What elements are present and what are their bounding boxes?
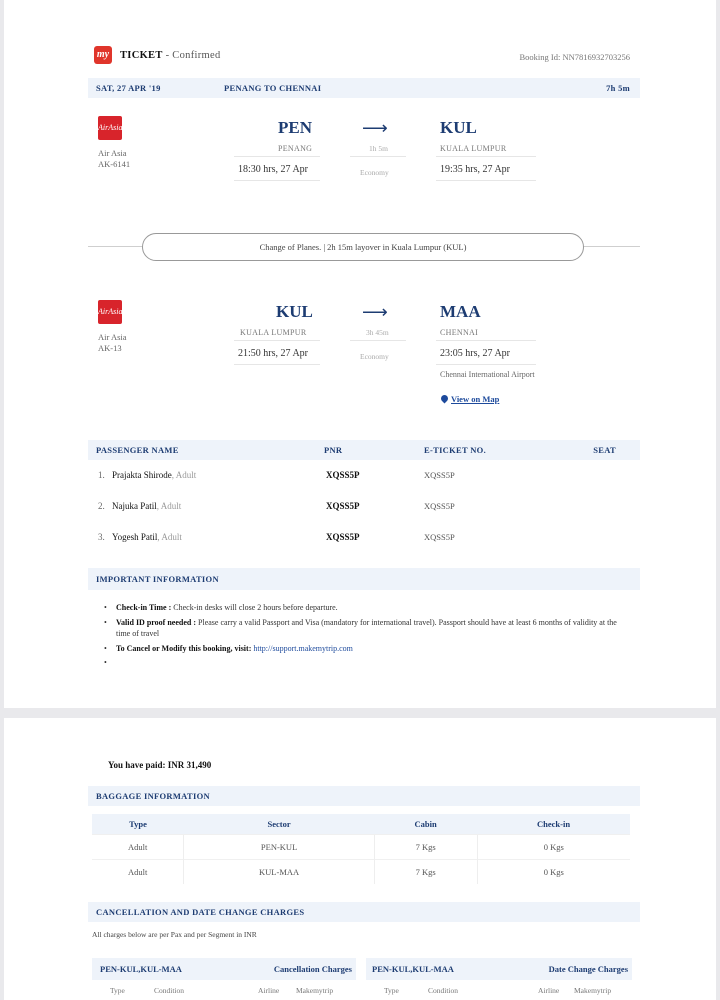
passenger-name: Najuka Patil <box>112 501 157 511</box>
divider <box>436 340 536 341</box>
divider <box>436 180 536 181</box>
baggage-type: Adult <box>92 859 184 884</box>
sub-type: Type <box>384 986 399 995</box>
baggage-sector: PEN-KUL <box>184 834 374 859</box>
info-text: Please carry a valid Passport and Visa (mandatory for international travel). Passport should have at least 6 months of validity at the time of travel <box>116 617 617 638</box>
arrival-time: 23:05 hrs, 27 Apr <box>440 348 510 359</box>
origin-code: PEN <box>278 118 312 137</box>
sub-type: Type <box>110 986 125 995</box>
destination-city: KUALA LUMPUR <box>440 144 507 153</box>
route-path: PENANG TO CHENNAI <box>224 83 322 93</box>
flight-segment-2 <box>88 294 640 414</box>
divider <box>350 340 406 341</box>
passenger-label <box>112 470 196 480</box>
arrival-time: 19:35 hrs, 27 Apr <box>440 164 510 175</box>
date-change-header <box>366 958 632 980</box>
info-item-id <box>104 617 624 640</box>
cancellation-title: CANCELLATION AND DATE CHANGE CHARGES <box>96 907 305 917</box>
table-row <box>92 834 630 859</box>
layover-info: Change of Planes. | 2h 15m layover in Kuala Lumpur (KUL) <box>142 233 584 261</box>
baggage-sector: KUL-MAA <box>184 859 374 884</box>
divider <box>436 364 536 365</box>
passenger-row <box>88 524 640 552</box>
cabin-class: Economy <box>360 352 389 361</box>
divider <box>436 156 536 157</box>
info-label: To Cancel or Modify this booking, visit: <box>116 643 252 653</box>
destination-city: CHENNAI <box>440 328 479 337</box>
cabin-class: Economy <box>360 168 389 177</box>
cancellation-label: Cancellation Charges <box>273 964 352 974</box>
airline-info <box>98 332 127 354</box>
departure-time: 18:30 hrs, 27 Apr <box>238 164 308 175</box>
baggage-checkin: 0 Kgs <box>477 834 630 859</box>
table-row <box>92 859 630 884</box>
col-seat: SEAT <box>593 445 616 455</box>
origin-code: KUL <box>276 302 313 321</box>
arrow-right-icon: ⟶ <box>362 302 388 322</box>
sub-condition: Condition <box>428 986 459 995</box>
passenger-type: , Adult <box>157 532 182 542</box>
passenger-eticket: XQSS5P <box>424 501 455 511</box>
support-link[interactable]: http://support.makemytrip.com <box>253 643 353 653</box>
amount-paid: You have paid: INR 31,490 <box>108 760 212 770</box>
col-pnr: PNR <box>324 445 343 455</box>
info-item-cancel <box>104 643 624 655</box>
baggage-table-head <box>92 814 630 834</box>
flight-number: AK-6141 <box>98 159 131 169</box>
passenger-row <box>88 462 640 490</box>
passenger-eticket: XQSS5P <box>424 470 455 480</box>
info-label: Valid ID proof needed : <box>116 617 197 627</box>
baggage-checkin: 0 Kgs <box>477 859 630 884</box>
info-text: Check-in desks will close 2 hours before departure. <box>171 603 338 612</box>
passenger-index: 3. <box>98 532 105 542</box>
passenger-table-header <box>88 440 640 460</box>
divider <box>234 364 320 365</box>
col-passenger-name: PASSENGER NAME <box>96 445 179 455</box>
sub-makemytrip: Makemytrip <box>574 986 612 995</box>
segment-duration: 3h 45m <box>366 328 389 337</box>
info-item-checkin <box>104 602 624 614</box>
baggage-col-cabin: Cabin <box>374 814 477 834</box>
passenger-name: Prajakta Shirode <box>112 470 172 480</box>
sub-condition: Condition <box>154 986 185 995</box>
airasia-logo: AirAsia <box>98 300 122 324</box>
passenger-name: Yogesh Patil <box>112 532 158 542</box>
origin-city: KUALA LUMPUR <box>240 328 307 337</box>
destination-code: MAA <box>440 302 481 321</box>
baggage-col-sector: Sector <box>184 814 374 834</box>
baggage-col-type: Type <box>92 814 184 834</box>
segment-duration: 1h 5m <box>369 144 388 153</box>
divider <box>234 156 320 157</box>
cancellation-charges-header <box>92 958 356 980</box>
passenger-pnr: XQSS5P <box>326 470 360 480</box>
date-change-sector: PEN-KUL,KUL-MAA <box>372 964 454 974</box>
passenger-eticket: XQSS5P <box>424 532 455 542</box>
ticket-page-1 <box>4 0 716 708</box>
departure-time: 21:50 hrs, 27 Apr <box>238 348 308 359</box>
makemytrip-logo: my <box>94 46 112 64</box>
divider <box>234 180 320 181</box>
passenger-index: 1. <box>98 470 105 480</box>
col-eticket: E-TICKET NO. <box>424 445 487 455</box>
passenger-type: , Adult <box>156 501 182 511</box>
info-label: Check-in Time : <box>116 603 172 612</box>
baggage-cabin: 7 Kgs <box>374 834 477 859</box>
passenger-row <box>88 493 640 521</box>
important-info-header <box>88 568 640 590</box>
cancellation-header <box>88 902 640 922</box>
booking-id: Booking Id: NN7816932703256 <box>519 52 630 62</box>
passenger-label <box>112 532 182 542</box>
ticket-page-2 <box>4 718 716 1000</box>
baggage-col-checkin: Check-in <box>477 814 630 834</box>
destination-airport: Chennai International Airport <box>440 370 535 379</box>
sub-airline: Airline <box>538 986 560 995</box>
important-info-title: IMPORTANT INFORMATION <box>96 574 219 584</box>
cancellation-sector: PEN-KUL,KUL-MAA <box>100 964 182 974</box>
view-on-map-link[interactable]: View on Map <box>451 394 500 404</box>
sub-makemytrip: Makemytrip <box>296 986 334 995</box>
baggage-title: BAGGAGE INFORMATION <box>96 791 210 801</box>
travel-date: SAT, 27 APR '19 <box>96 83 161 93</box>
arrow-right-icon: ⟶ <box>362 118 388 138</box>
ticket-title-text: TICKET <box>120 50 163 61</box>
passenger-pnr: XQSS5P <box>326 501 360 511</box>
divider <box>234 340 320 341</box>
destination-code: KUL <box>440 118 477 137</box>
origin-city: PENANG <box>278 144 313 153</box>
airline-name: Air Asia <box>98 148 127 158</box>
airasia-logo: AirAsia <box>98 116 122 140</box>
divider <box>350 156 406 157</box>
ticket-status: - Confirmed <box>162 50 221 61</box>
baggage-table <box>92 814 630 884</box>
cancellation-note: All charges below are per Pax and per Segment in INR <box>92 930 257 939</box>
flight-number: AK-13 <box>98 343 122 353</box>
route-bar <box>88 78 640 98</box>
ticket-title <box>120 50 221 61</box>
passenger-index: 2. <box>98 501 105 511</box>
important-info-list <box>104 602 624 657</box>
date-change-label: Date Change Charges <box>548 964 628 974</box>
map-pin-icon <box>440 394 450 404</box>
passenger-pnr: XQSS5P <box>326 532 360 542</box>
baggage-type: Adult <box>92 834 184 859</box>
airline-name: Air Asia <box>98 332 127 342</box>
flight-segment-1 <box>88 110 640 230</box>
passenger-label <box>112 501 181 511</box>
baggage-cabin: 7 Kgs <box>374 859 477 884</box>
passenger-type: , Adult <box>171 470 197 480</box>
ticket-header <box>94 46 640 68</box>
airline-info <box>98 148 130 170</box>
total-duration: 7h 5m <box>606 83 630 93</box>
sub-airline: Airline <box>258 986 280 995</box>
baggage-header <box>88 786 640 806</box>
